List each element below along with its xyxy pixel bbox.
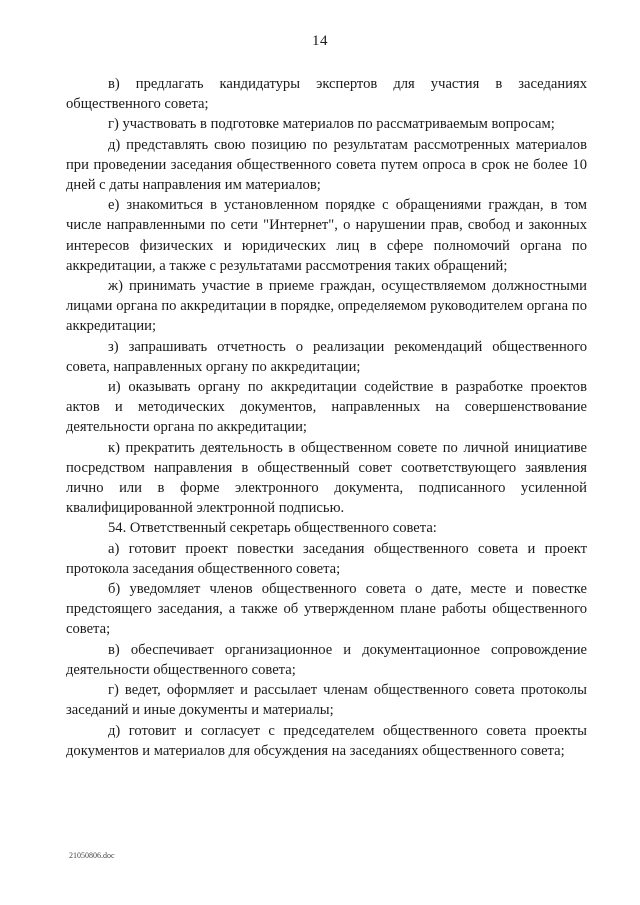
paragraph-b-notify-members: б) уведомляет членов общественного совета о дате, месте и повестке предстоящего заседания, а также об утвержденном плане работы общественного совета; bbox=[66, 581, 587, 638]
paragraph-d-coordinate-documents: д) готовит и согласует с председателем общественного совета проекты документов и материалов для обсуждения на заседаниях общественного совета; bbox=[66, 722, 587, 759]
paragraph-zh-reception-citizens: ж) принимать участие в приеме граждан, осуществляемом должностными лицами органа по аккредитации в порядке, определяемом руководителем органа по аккредитации; bbox=[66, 278, 587, 335]
document-body bbox=[66, 74, 587, 761]
page-number: 14 bbox=[312, 33, 328, 49]
paragraph-v-organizational-support: в) обеспечивает организационное и документационное сопровождение деятельности общественного совета; bbox=[66, 641, 587, 678]
paragraph-k-terminate-membership: к) прекратить деятельность в общественном совете по личной инициативе посредством направления в общественный совет соответствующего заявления лично или в форме электронного документа, подписанного усиленной квалифицированной электронной подписью. bbox=[66, 439, 587, 517]
file-name-footer: 21050806.doc bbox=[69, 851, 115, 860]
paragraph-g-prepare-materials: г) участвовать в подготовке материалов по рассматриваемым вопросам; bbox=[108, 116, 555, 133]
paragraph-v-propose-experts: в) предлагать кандидатуры экспертов для участия в заседаниях общественного совета; bbox=[66, 76, 587, 113]
paragraph-z-request-reports: з) запрашивать отчетность о реализации рекомендаций общественного совета, направленных органу по аккредитации; bbox=[66, 338, 587, 375]
section-54-heading: 54. Ответственный секретарь общественного совета: bbox=[108, 520, 437, 537]
paragraph-i-assist-drafting: и) оказывать органу по аккредитации содействие в разработке проектов актов и методических документов, направленных на совершенствование деятельности органа по аккредитации; bbox=[66, 379, 587, 436]
paragraph-g-keep-protocols: г) ведет, оформляет и рассылает членам общественного совета протоколы заседаний и иные документы и материалы; bbox=[66, 682, 587, 719]
paragraph-a-prepare-agenda: а) готовит проект повестки заседания общественного совета и проект протокола заседания общественного совета; bbox=[66, 540, 587, 577]
paragraph-d-present-position: д) представлять свою позицию по результатам рассмотренных материалов при проведении заседания общественного совета путем опроса в срок не более 10 дней с даты направления им материалов; bbox=[66, 136, 587, 194]
paragraph-e-review-appeals: е) знакомиться в установленном порядке с обращениями граждан, в том числе направленными по сети "Интернет", о нарушении прав, свобод и законных интересов физических и юридических лиц в сфере полномочий органа по аккредитации, а также с результатами рассмотрения таких обращений; bbox=[66, 197, 587, 274]
